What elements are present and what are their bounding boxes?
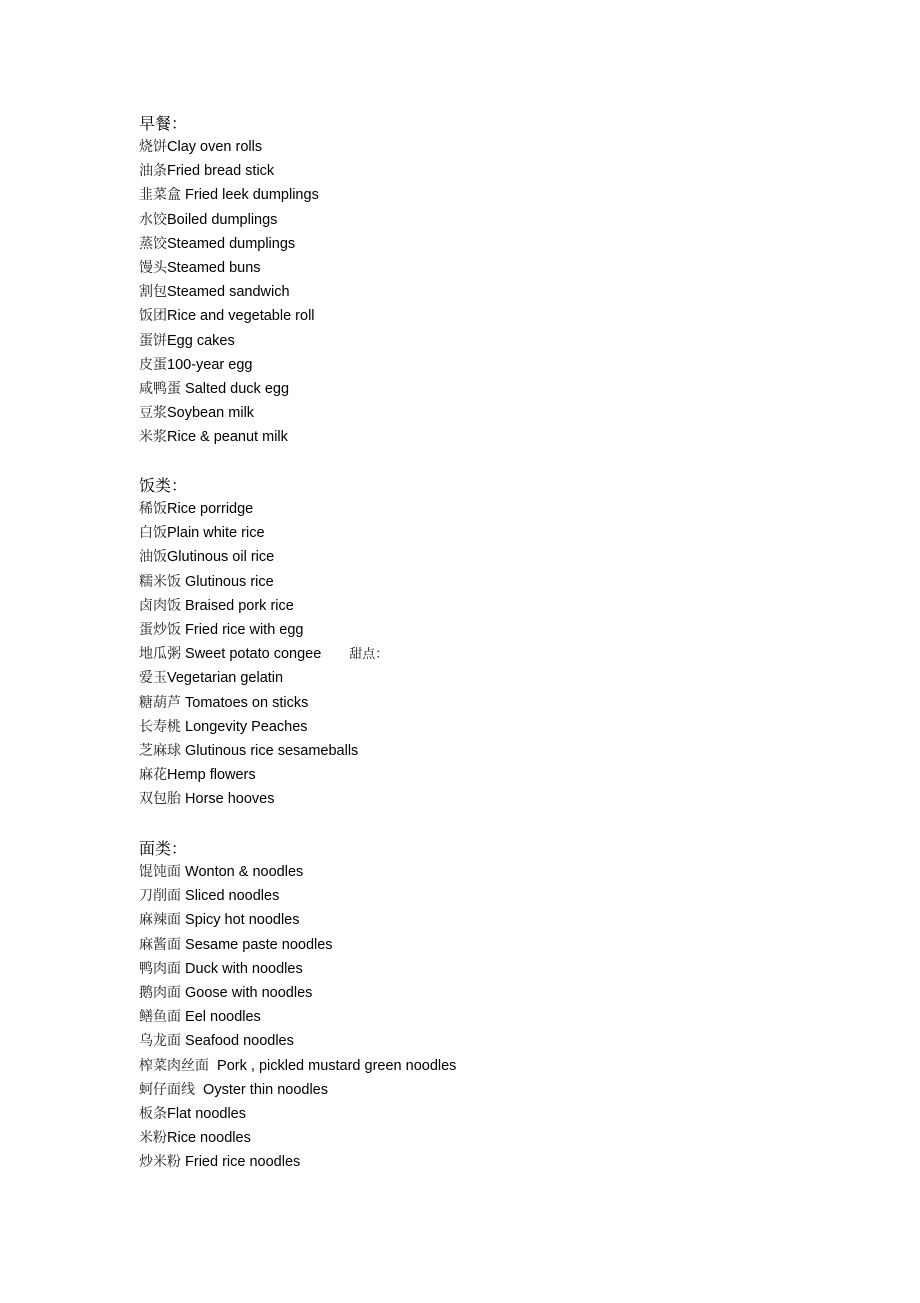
- item-chinese-name: 糖葫芦: [139, 694, 181, 711]
- list-item: [139, 981, 456, 1005]
- item-english-name: Tomatoes on sticks: [181, 694, 309, 711]
- desserts-heading: 甜点：: [349, 647, 389, 663]
- list-item: [139, 933, 456, 957]
- item-english-name: Braised pork rice: [181, 597, 294, 614]
- item-english-name: Plain white rice: [167, 525, 265, 542]
- item-english-name: Glutinous rice sesameballs: [181, 742, 359, 759]
- item-chinese-name: 卤肉饭: [139, 597, 181, 614]
- item-english-name: Rice noodles: [167, 1130, 251, 1147]
- list-item: [139, 208, 319, 232]
- item-english-name: Glutinous rice: [181, 573, 274, 590]
- list-item: [139, 570, 388, 594]
- item-chinese-name: 炒米粉: [139, 1154, 181, 1171]
- item-chinese-name: 糯米饭: [139, 573, 181, 590]
- item-chinese-name: 麻辣面: [139, 912, 181, 929]
- list-item: [139, 787, 388, 811]
- breakfast-section: [139, 113, 319, 449]
- item-english-name: Eel noodles: [181, 1009, 261, 1026]
- list-item: [139, 1126, 456, 1150]
- item-english-name: Rice & peanut milk: [167, 429, 288, 446]
- list-item: [139, 1102, 456, 1126]
- item-chinese-name: 蚵仔面线: [139, 1081, 195, 1098]
- item-english-name: Fried leek dumplings: [181, 187, 319, 204]
- list-item: [139, 304, 319, 328]
- item-chinese-name: 米粉: [139, 1130, 167, 1147]
- item-english-name: Seafood noodles: [181, 1033, 294, 1050]
- list-item: [139, 691, 388, 715]
- noodles-list: [139, 860, 456, 1174]
- item-english-name: Sesame paste noodles: [181, 936, 333, 953]
- list-item: [139, 497, 388, 521]
- item-english-name: Rice and vegetable roll: [167, 308, 315, 325]
- noodles-heading: 面类：: [139, 839, 188, 858]
- list-item: [139, 594, 388, 618]
- item-chinese-name: 芝麻球: [139, 742, 181, 759]
- breakfast-heading: 早餐：: [139, 114, 188, 133]
- item-english-name: Boiled dumplings: [167, 211, 278, 228]
- item-chinese-name: 刀削面: [139, 888, 181, 905]
- list-item: [139, 715, 388, 739]
- item-english-name: Egg cakes: [167, 332, 235, 349]
- item-english-name: Goose with noodles: [181, 984, 313, 1001]
- item-chinese-name: 饭团: [139, 308, 167, 325]
- list-item: [139, 763, 388, 787]
- item-english-name: Fried rice with egg: [181, 621, 304, 638]
- item-chinese-name: 咸鸭蛋: [139, 380, 181, 397]
- item-chinese-name: 榨菜肉丝面: [139, 1057, 209, 1074]
- item-english-name: Flat noodles: [167, 1105, 246, 1122]
- list-item: [139, 135, 319, 159]
- item-chinese-name: 割包: [139, 284, 167, 301]
- list-item: [139, 401, 319, 425]
- noodles-section: [139, 838, 456, 1174]
- list-item: [139, 1054, 456, 1078]
- list-item: [139, 280, 319, 304]
- item-chinese-name: 水饺: [139, 211, 167, 228]
- item-chinese-name: 鸭肉面: [139, 960, 181, 977]
- item-english-name: Fried bread stick: [167, 163, 275, 180]
- item-chinese-name: 麻花: [139, 767, 167, 784]
- list-item: [139, 1150, 456, 1174]
- item-chinese-name: 豆浆: [139, 405, 167, 422]
- list-item: [139, 618, 388, 642]
- list-item: [139, 377, 319, 401]
- item-english-name: Soybean milk: [167, 405, 255, 422]
- rice-section: [139, 475, 388, 811]
- item-chinese-name: 烧饼: [139, 139, 167, 155]
- item-chinese-name: 馒头: [139, 259, 167, 276]
- item-chinese-name: 爱玉: [139, 670, 167, 687]
- item-chinese-name: 乌龙面: [139, 1033, 181, 1050]
- item-english-name: Oyster thin noodles: [195, 1081, 328, 1098]
- item-english-name: Wonton & noodles: [181, 864, 304, 880]
- item-chinese-name: 白饭: [139, 525, 167, 542]
- list-item: [139, 159, 319, 183]
- item-chinese-name: 鳝鱼面: [139, 1009, 181, 1026]
- item-english-name: Pork , pickled mustard green noodles: [209, 1057, 457, 1074]
- list-item: [139, 1078, 456, 1102]
- item-chinese-name: 板条: [139, 1105, 167, 1122]
- item-english-name: Spicy hot noodles: [181, 912, 300, 929]
- item-english-name: Steamed buns: [167, 259, 261, 276]
- list-item: [139, 1029, 456, 1053]
- list-item: [139, 957, 456, 981]
- list-item: [139, 860, 456, 884]
- item-chinese-name: 鹅肉面: [139, 984, 181, 1001]
- item-chinese-name: 蒸饺: [139, 235, 167, 252]
- item-english-name: Steamed dumplings: [167, 235, 296, 252]
- breakfast-list: [139, 135, 319, 449]
- item-chinese-name: 油条: [139, 163, 167, 180]
- item-english-name: Duck with noodles: [181, 960, 303, 977]
- item-chinese-name: 蛋炒饭: [139, 621, 181, 638]
- item-chinese-name: 蛋饼: [139, 332, 167, 349]
- item-english-name: Horse hooves: [181, 791, 275, 808]
- item-english-name: Rice porridge: [167, 501, 254, 517]
- item-chinese-name: 皮蛋: [139, 356, 167, 373]
- list-item: [139, 353, 319, 377]
- item-chinese-name: 地瓜粥: [139, 646, 181, 663]
- item-english-name: Longevity Peaches: [181, 718, 308, 735]
- item-chinese-name: 稀饭: [139, 501, 167, 517]
- item-english-name: Sweet potato congee: [181, 646, 322, 663]
- item-english-name: Glutinous oil rice: [167, 549, 275, 566]
- list-item: [139, 1005, 456, 1029]
- item-chinese-name: 麻酱面: [139, 936, 181, 953]
- item-english-name: Clay oven rolls: [167, 139, 263, 155]
- list-item: [139, 908, 456, 932]
- item-english-name: 100-year egg: [167, 356, 253, 373]
- item-english-name: Salted duck egg: [181, 380, 290, 397]
- item-english-name: Fried rice noodles: [181, 1154, 301, 1171]
- item-chinese-name: 双包胎: [139, 791, 181, 808]
- list-item: [139, 425, 319, 449]
- list-item: [139, 642, 388, 666]
- list-item: [139, 329, 319, 353]
- item-chinese-name: 米浆: [139, 429, 167, 446]
- list-item: [139, 183, 319, 207]
- item-english-name: Steamed sandwich: [167, 284, 290, 301]
- list-item: [139, 666, 388, 690]
- item-chinese-name: 长寿桃: [139, 718, 181, 735]
- item-chinese-name: 馄饨面: [139, 864, 181, 880]
- list-item: [139, 256, 319, 280]
- item-english-name: Hemp flowers: [167, 767, 256, 784]
- list-item: [139, 232, 319, 256]
- rice-list: [139, 497, 388, 811]
- item-chinese-name: 韭菜盒: [139, 187, 181, 204]
- item-english-name: Vegetarian gelatin: [167, 670, 284, 687]
- item-english-name: Sliced noodles: [181, 888, 280, 905]
- item-chinese-name: 油饭: [139, 549, 167, 566]
- list-item: [139, 545, 388, 569]
- rice-heading: 饭类：: [139, 476, 188, 495]
- list-item: [139, 884, 456, 908]
- list-item: [139, 521, 388, 545]
- list-item: [139, 739, 388, 763]
